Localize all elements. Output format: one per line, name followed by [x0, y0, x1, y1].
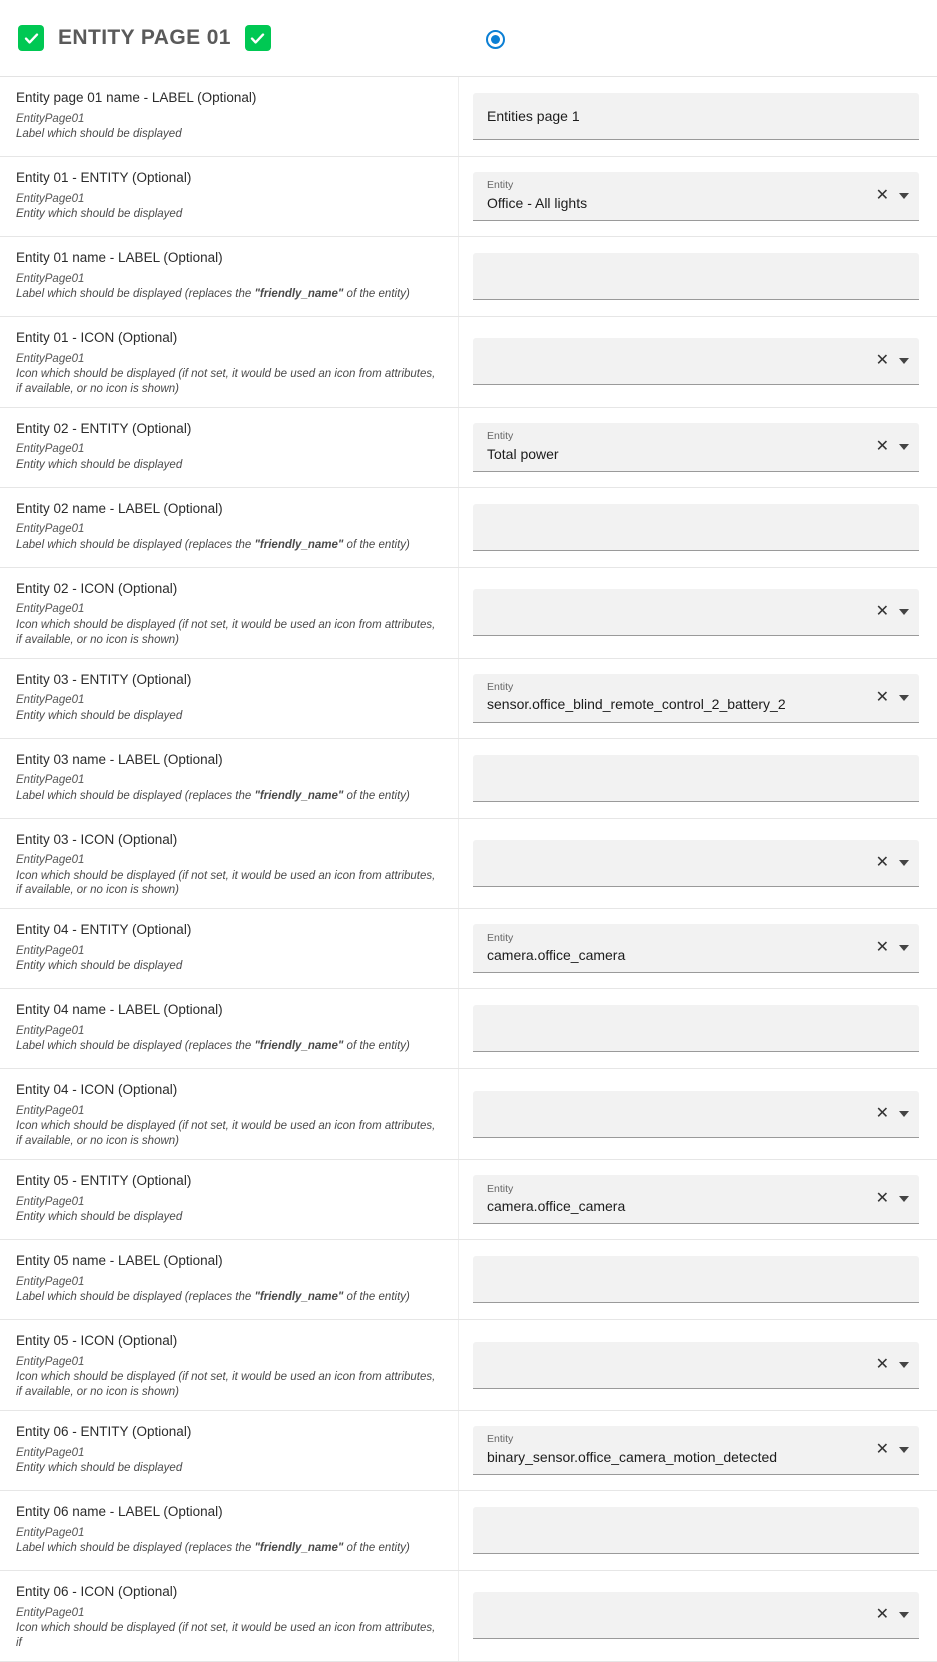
field-value[interactable] — [487, 518, 909, 536]
settings-row — [0, 317, 937, 408]
row-field-column — [459, 317, 937, 407]
field-value[interactable] — [487, 1270, 909, 1288]
row-config-key: EntityPage01 — [16, 1104, 85, 1117]
row-description-part-1: Icon which should be displayed (if not set, it would be used an icon from attributes, if available, or no icon is shown) — [16, 618, 436, 646]
row-description-part-1: Label which should be displayed (replaces the — [16, 789, 255, 802]
field-icon-group — [876, 353, 909, 369]
text-input-field[interactable] — [473, 504, 919, 551]
row-description-part-1: Entity which should be displayed — [16, 960, 183, 973]
row-field-column — [459, 157, 937, 236]
entity-select-field[interactable] — [473, 423, 919, 472]
row-field-column — [459, 237, 937, 316]
row-description-part-2: of the entity) — [343, 538, 410, 551]
settings-row — [0, 1411, 937, 1491]
row-title: Entity 03 name - LABEL (Optional) — [16, 751, 223, 767]
clear-icon[interactable]: ✕ — [875, 853, 889, 871]
row-config-key: EntityPage01 — [16, 1526, 85, 1539]
text-input-field[interactable] — [473, 589, 919, 636]
row-config-key: EntityPage01 — [16, 854, 85, 867]
row-description-part-1: Label which should be displayed (replaces the — [16, 1291, 255, 1304]
row-description-part-2: of the entity) — [343, 1541, 410, 1554]
row-description-part-1: Label which should be displayed — [16, 127, 182, 140]
clear-icon[interactable]: ✕ — [875, 1190, 889, 1208]
row-description-part-2: of the entity) — [343, 789, 410, 802]
row-description — [16, 127, 444, 142]
checkbox-right-checked[interactable] — [245, 25, 271, 51]
field-value[interactable]: sensor.office_blind_remote_control_2_battery_2 — [487, 696, 786, 713]
entity-select-field[interactable] — [473, 924, 919, 973]
settings-row — [0, 1571, 937, 1662]
field-text-wrap — [487, 431, 866, 462]
settings-row — [0, 909, 937, 989]
row-config-key: EntityPage01 — [16, 694, 85, 707]
row-config-key: EntityPage01 — [16, 1446, 85, 1459]
field-value[interactable] — [487, 1356, 866, 1374]
field-text-wrap — [487, 180, 866, 211]
row-field-column — [459, 1491, 937, 1570]
row-field-column — [459, 739, 937, 818]
settings-row — [0, 1491, 937, 1571]
clear-icon[interactable]: ✕ — [875, 603, 889, 621]
field-value[interactable] — [487, 1105, 866, 1123]
row-field-column — [459, 1240, 937, 1319]
row-description-part-1: Label which should be displayed (replaces the — [16, 1040, 255, 1053]
row-title: Entity 01 - ENTITY (Optional) — [16, 170, 192, 185]
row-description-part-1: Entity which should be displayed — [16, 207, 183, 220]
row-title: Entity 02 - ICON (Optional) — [16, 580, 178, 596]
checkbox-left-checked[interactable] — [18, 25, 44, 51]
field-value[interactable]: camera.office_camera — [487, 1198, 626, 1215]
row-field-column — [459, 408, 937, 487]
row-label-column — [0, 1160, 459, 1239]
row-config-key: EntityPage01 — [16, 112, 85, 125]
field-float-label: Entity — [487, 1182, 514, 1195]
field-value[interactable]: Total power — [487, 445, 559, 462]
row-label-column — [0, 819, 459, 909]
settings-row — [0, 1069, 937, 1160]
row-description — [16, 789, 444, 804]
row-title: Entity 05 - ENTITY (Optional) — [16, 1173, 192, 1189]
field-text-wrap — [487, 854, 866, 872]
row-title: Entity 03 - ENTITY (Optional) — [16, 671, 192, 687]
field-value[interactable] — [487, 267, 909, 285]
field-icon-group — [876, 1607, 909, 1623]
entity-select-field[interactable] — [473, 1175, 919, 1224]
row-label-column — [0, 77, 459, 156]
row-description-part-1: Icon which should be displayed (if not set, it would be used an icon from attributes, if — [16, 1621, 436, 1649]
field-float-label: Entity — [487, 680, 514, 693]
row-field-column — [459, 1160, 937, 1239]
settings-row — [0, 659, 937, 739]
row-field-column — [459, 909, 937, 988]
field-text-wrap — [487, 769, 909, 787]
field-value[interactable] — [487, 352, 866, 370]
row-description-emphasis: "friendly_name" — [254, 789, 344, 802]
row-config-key: EntityPage01 — [16, 1275, 85, 1288]
row-description — [16, 207, 444, 222]
row-description — [16, 287, 444, 302]
text-input-field[interactable] — [473, 1507, 919, 1554]
field-float-label: Entity — [487, 430, 514, 443]
row-field-column — [459, 819, 937, 909]
clear-icon[interactable]: ✕ — [875, 187, 889, 204]
row-title: Entity 01 - ICON (Optional) — [16, 330, 178, 345]
row-field-column — [459, 1571, 937, 1661]
chevron-down-icon[interactable] — [899, 1111, 909, 1117]
row-description-part-1: Icon which should be displayed (if not set, it would be used an icon from attributes, if available, or no icon is shown) — [16, 1120, 436, 1148]
field-text-wrap — [487, 108, 909, 125]
field-value[interactable]: binary_sensor.office_camera_motion_detected — [487, 1448, 778, 1465]
row-description-part-1: Icon which should be displayed (if not set, it would be used an icon from attributes, if available, or no icon is shown) — [16, 869, 436, 897]
row-description — [16, 709, 444, 724]
row-label-column — [0, 1320, 459, 1410]
field-value[interactable] — [487, 1521, 909, 1539]
text-input-field[interactable] — [473, 755, 919, 802]
clear-icon[interactable]: ✕ — [875, 1440, 889, 1458]
field-text-wrap — [487, 1184, 866, 1215]
row-field-column — [459, 1069, 937, 1159]
settings-row — [0, 157, 937, 237]
field-value[interactable] — [487, 1019, 909, 1037]
chevron-down-icon[interactable] — [899, 1362, 909, 1368]
row-label-column — [0, 739, 459, 818]
row-config-key: EntityPage01 — [16, 774, 85, 787]
row-label-column — [0, 659, 459, 738]
row-description — [16, 618, 444, 648]
row-title: Entity 06 - ICON (Optional) — [16, 1583, 178, 1599]
chevron-down-icon[interactable] — [899, 945, 909, 951]
row-label-column — [0, 1491, 459, 1570]
text-input-field[interactable] — [473, 93, 919, 140]
settings-row — [0, 739, 937, 819]
radio-button-selected[interactable] — [483, 27, 507, 51]
row-label-column — [0, 1240, 459, 1319]
row-description-emphasis: "friendly_name" — [254, 1040, 344, 1053]
field-text-wrap — [487, 1019, 909, 1037]
chevron-down-icon[interactable] — [899, 609, 909, 615]
settings-row — [0, 77, 937, 157]
text-input-field[interactable] — [473, 253, 919, 300]
row-title: Entity 05 name - LABEL (Optional) — [16, 1253, 223, 1269]
row-config-key: EntityPage01 — [16, 523, 85, 536]
row-title: Entity page 01 name - LABEL (Optional) — [16, 90, 257, 105]
row-config-key: EntityPage01 — [16, 352, 85, 365]
field-icon-group — [876, 1106, 909, 1122]
settings-row — [0, 1240, 937, 1320]
row-description — [16, 1039, 444, 1054]
field-icon-group — [876, 690, 909, 706]
row-title: Entity 06 name - LABEL (Optional) — [16, 1503, 223, 1519]
field-float-label: Entity — [487, 1433, 514, 1446]
row-field-column — [459, 989, 937, 1068]
row-config-key: EntityPage01 — [16, 603, 85, 616]
row-description-emphasis: "friendly_name" — [254, 1291, 344, 1304]
row-description-emphasis: "friendly_name" — [254, 287, 344, 300]
entity-select-field[interactable] — [473, 1426, 919, 1475]
row-description — [16, 1461, 444, 1476]
field-text-wrap — [487, 933, 866, 964]
row-label-column — [0, 1411, 459, 1490]
row-label-column — [0, 408, 459, 487]
field-value[interactable] — [487, 854, 866, 872]
radio-outer-circle-icon — [486, 30, 505, 49]
field-icon-group — [876, 855, 909, 871]
row-config-key: EntityPage01 — [16, 1606, 85, 1619]
row-description-part-1: Icon which should be displayed (if not set, it would be used an icon from attributes, if available, or no icon is shown) — [16, 1371, 436, 1399]
row-config-key: EntityPage01 — [16, 443, 85, 456]
clear-icon[interactable]: ✕ — [875, 352, 889, 370]
field-icon-group — [876, 604, 909, 620]
row-title: Entity 05 - ICON (Optional) — [16, 1333, 178, 1349]
page-title: ENTITY PAGE 01 — [58, 26, 231, 49]
row-description — [16, 458, 444, 473]
field-icon-group — [876, 1442, 909, 1458]
row-field-column — [459, 568, 937, 658]
row-config-key: EntityPage01 — [16, 192, 85, 205]
row-description-emphasis: "friendly_name" — [254, 538, 344, 551]
row-description-part-1: Icon which should be displayed (if not set, it would be used an icon from attributes, if available, or no icon is shown) — [16, 367, 436, 395]
field-value[interactable] — [487, 769, 909, 787]
row-config-key: EntityPage01 — [16, 1024, 85, 1037]
row-field-column — [459, 1411, 937, 1490]
field-value[interactable] — [487, 1606, 866, 1624]
row-label-column — [0, 1069, 459, 1159]
row-title: Entity 03 - ICON (Optional) — [16, 831, 178, 847]
text-input-field[interactable] — [473, 1091, 919, 1138]
row-label-column — [0, 237, 459, 316]
row-field-column — [459, 1320, 937, 1410]
field-text-wrap — [487, 1521, 909, 1539]
field-float-label: Entity — [487, 931, 514, 944]
row-field-column — [459, 659, 937, 738]
row-config-key: EntityPage01 — [16, 272, 85, 285]
page-header — [0, 0, 937, 77]
row-title: Entity 04 - ICON (Optional) — [16, 1082, 178, 1098]
text-input-field[interactable] — [473, 1256, 919, 1303]
row-description-part-1: Entity which should be displayed — [16, 1461, 183, 1474]
clear-icon[interactable]: ✕ — [875, 1104, 889, 1122]
field-icon-group — [876, 188, 909, 204]
settings-row — [0, 1160, 937, 1240]
chevron-down-icon[interactable] — [899, 1612, 909, 1618]
row-title: Entity 02 name - LABEL (Optional) — [16, 500, 223, 516]
row-field-column — [459, 488, 937, 567]
row-title: Entity 06 - ENTITY (Optional) — [16, 1423, 192, 1439]
field-text-wrap — [487, 1270, 909, 1288]
chevron-down-icon[interactable] — [899, 358, 909, 364]
row-label-column — [0, 909, 459, 988]
row-description-part-1: Entity which should be displayed — [16, 1211, 183, 1224]
row-description — [16, 1541, 444, 1556]
row-description — [16, 1210, 444, 1225]
field-text-wrap — [487, 682, 866, 713]
row-title: Entity 02 - ENTITY (Optional) — [16, 420, 192, 436]
field-value[interactable] — [487, 603, 866, 621]
settings-row — [0, 819, 937, 910]
clear-icon[interactable]: ✕ — [875, 688, 889, 706]
row-description-part-1: Entity which should be displayed — [16, 458, 183, 471]
text-input-field[interactable] — [473, 338, 919, 385]
row-description-part-1: Entity which should be displayed — [16, 709, 183, 722]
settings-row — [0, 568, 937, 659]
settings-rows — [0, 77, 937, 1662]
row-description-emphasis: "friendly_name" — [254, 1541, 344, 1554]
field-text-wrap — [487, 1105, 866, 1123]
field-icon-group — [876, 940, 909, 956]
row-field-column — [459, 77, 937, 156]
field-icon-group — [876, 439, 909, 455]
chevron-down-icon[interactable] — [899, 444, 909, 450]
text-input-field[interactable] — [473, 840, 919, 887]
field-icon-group — [876, 1191, 909, 1207]
field-text-wrap — [487, 603, 866, 621]
row-description — [16, 1621, 444, 1651]
row-title: Entity 04 name - LABEL (Optional) — [16, 1002, 223, 1018]
field-text-wrap — [487, 1434, 866, 1465]
row-description-part-2: of the entity) — [343, 1040, 410, 1053]
row-description — [16, 1290, 444, 1305]
clear-icon[interactable]: ✕ — [875, 1606, 889, 1624]
radio-inner-dot-icon — [491, 35, 500, 44]
chevron-down-icon[interactable] — [899, 1196, 909, 1202]
row-label-column — [0, 989, 459, 1068]
field-text-wrap — [487, 518, 909, 536]
settings-row — [0, 1320, 937, 1411]
row-title: Entity 04 - ENTITY (Optional) — [16, 922, 192, 938]
row-label-column — [0, 1571, 459, 1661]
row-description-part-1: Label which should be displayed (replaces the — [16, 538, 255, 551]
chevron-down-icon[interactable] — [899, 695, 909, 701]
entity-select-field[interactable] — [473, 674, 919, 723]
row-label-column — [0, 568, 459, 658]
field-value[interactable]: Office - All lights — [487, 194, 588, 211]
text-input-field[interactable] — [473, 1005, 919, 1052]
field-value[interactable]: Entities page 1 — [487, 107, 580, 124]
settings-row — [0, 989, 937, 1069]
chevron-down-icon[interactable] — [899, 860, 909, 866]
entity-select-field[interactable] — [473, 172, 919, 221]
row-label-column — [0, 157, 459, 236]
clear-icon[interactable]: ✕ — [875, 1355, 889, 1373]
field-value[interactable]: camera.office_camera — [487, 947, 626, 964]
row-config-key: EntityPage01 — [16, 944, 85, 957]
row-description — [16, 959, 444, 974]
field-text-wrap — [487, 352, 866, 370]
clear-icon[interactable]: ✕ — [875, 437, 889, 455]
chevron-down-icon[interactable] — [899, 1447, 909, 1453]
settings-row — [0, 237, 937, 317]
field-text-wrap — [487, 1356, 866, 1374]
field-text-wrap — [487, 267, 909, 285]
chevron-down-icon[interactable] — [899, 193, 909, 199]
text-input-field[interactable] — [473, 1342, 919, 1389]
text-input-field[interactable] — [473, 1592, 919, 1639]
row-config-key: EntityPage01 — [16, 1355, 85, 1368]
settings-row — [0, 408, 937, 488]
clear-icon[interactable]: ✕ — [875, 939, 889, 957]
row-description — [16, 538, 444, 553]
row-description — [16, 869, 444, 899]
row-description-part-1: Label which should be displayed (replaces the — [16, 1541, 255, 1554]
settings-row — [0, 488, 937, 568]
row-title: Entity 01 name - LABEL (Optional) — [16, 250, 223, 265]
row-description-part-1: Label which should be displayed (replaces the — [16, 287, 255, 300]
field-icon-group — [876, 1357, 909, 1373]
row-config-key: EntityPage01 — [16, 1195, 85, 1208]
field-float-label: Entity — [487, 179, 514, 192]
row-description — [16, 1370, 444, 1400]
field-text-wrap — [487, 1606, 866, 1624]
row-description — [16, 367, 444, 397]
row-description-part-2: of the entity) — [343, 287, 410, 300]
row-description-part-2: of the entity) — [343, 1291, 410, 1304]
row-label-column — [0, 317, 459, 407]
row-description — [16, 1119, 444, 1149]
row-label-column — [0, 488, 459, 567]
